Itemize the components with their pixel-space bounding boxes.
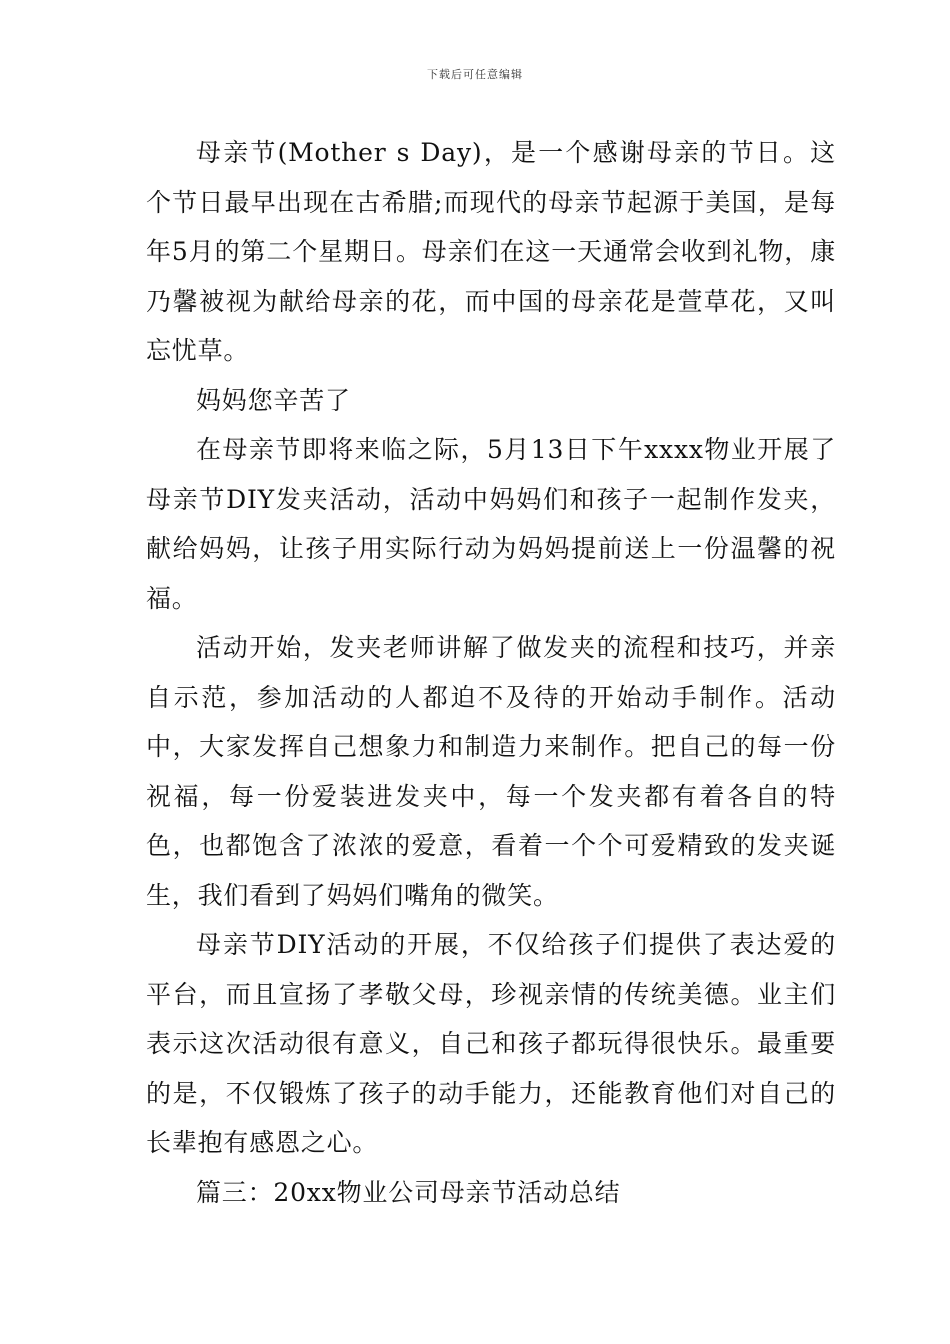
document-body [146, 128, 836, 1217]
page-header-note: 下载后可任意编辑 [427, 68, 523, 81]
paragraph-event-process: 活动开始，发夹老师讲解了做发夹的流程和技巧，并亲自示范，参加活动的人都迫不及待的开始动手制作。活动中，大家发挥自己想象力和制造力来制作。把自己的每一份祝福，每一份爱装进发夹中，每一个发夹都有着各自的特色，也都饱含了浓浓的爱意，看着一个个可爱精致的发夹诞生，我们看到了妈妈们嘴角的微笑。 [146, 633, 836, 910]
paragraph-diy-event-intro: 在母亲节即将来临之际，5月13日下午xxxx物业开展了母亲节DIY发夹活动，活动中妈妈们和孩子一起制作发夹，献给妈妈，让孩子用实际行动为妈妈提前送上一份温馨的祝福。 [146, 435, 836, 613]
paragraph-mothers-day-intro: 母亲节(Mother s Day)，是一个感谢母亲的节日。这个节日最早出现在古希腊;而现代的母亲节起源于美国，是每年5月的第二个星期日。母亲们在这一天通常会收到礼物，康乃馨被视为献给母亲的花，而中国的母亲花是萱草花，又叫忘忧草。 [146, 138, 836, 365]
section-heading-part-three: 篇三：20xx物业公司母亲节活动总结 [196, 1177, 621, 1207]
paragraph-event-significance: 母亲节DIY活动的开展，不仅给孩子们提供了表达爱的平台，而且宣扬了孝敬父母，珍视亲情的传统美德。业主们表示这次活动很有意义，自己和孩子都玩得很快乐。最重要的是，不仅锻炼了孩子的动手能力，还能教育他们对自己的长辈抱有感恩之心。 [146, 930, 836, 1157]
section-heading-mom-thanks: 妈妈您辛苦了 [196, 385, 351, 415]
